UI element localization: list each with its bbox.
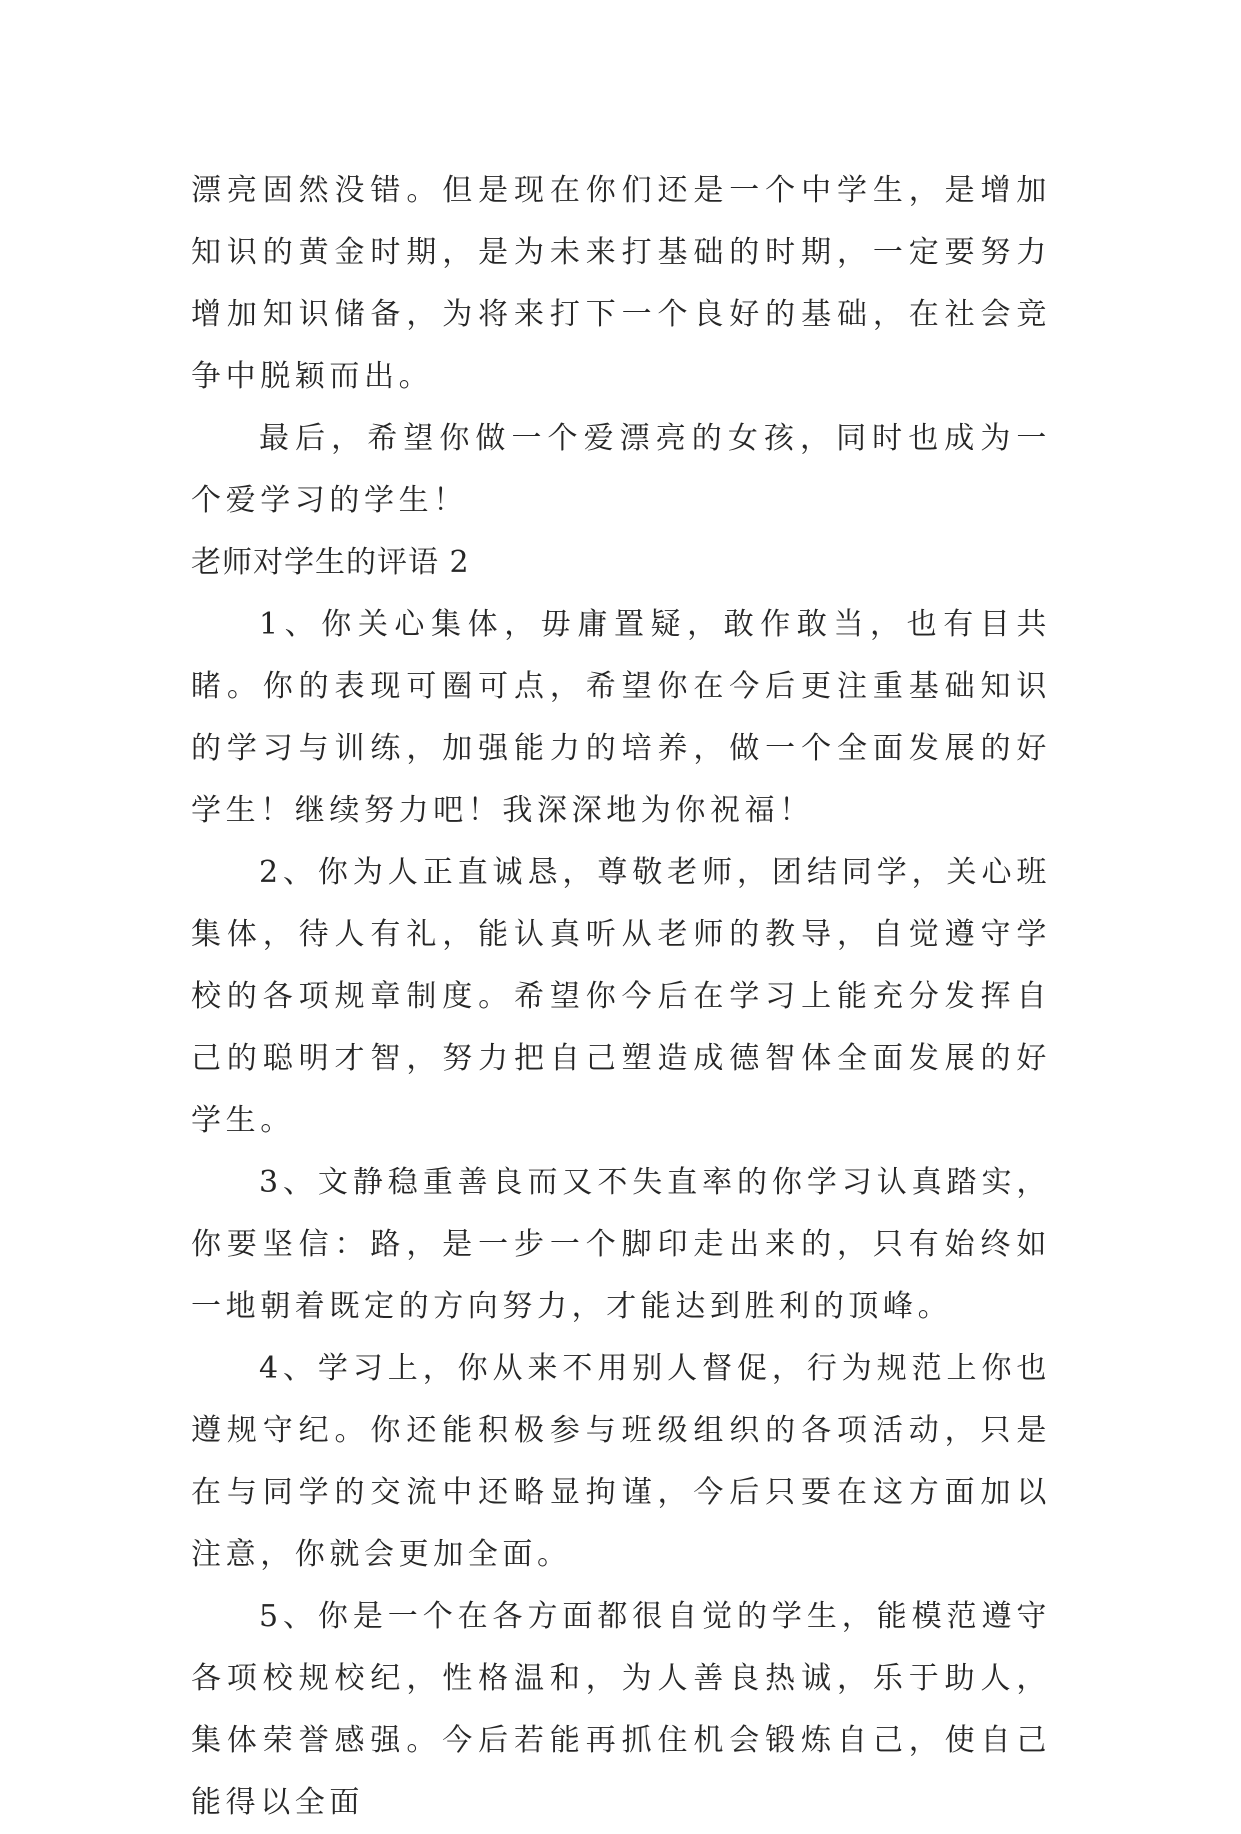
paragraph-continuation: 漂亮固然没错。但是现在你们还是一个中学生，是增加知识的黄金时期，是为未来打基础的时期，一定要努力增加知识储备，为将来打下一个良好的基础，在社会竞争中脱颖而出。: [191, 173, 1051, 394]
comment-paragraph-2: 2、你为人正直诚恳，尊敬老师，团结同学，关心班集体，待人有礼，能认真听从老师的教导，自觉遵守学校的各项规章制度。希望你今后在学习上能充分发挥自己的聪明才智，努力把自己塑造成德智体全面发展的好学生。: [191, 855, 1051, 1138]
section-title: 老师对学生的评语 2: [191, 545, 470, 580]
comment-paragraph-5: 5、你是一个在各方面都很自觉的学生，能模范遵守各项校规校纪，性格温和，为人善良热诚，乐于助人，集体荣誉感强。今后若能再抓住机会锻炼自己，使自己能得以全面: [191, 1599, 1051, 1820]
comment-paragraph-4: 4、学习上，你从来不用别人督促，行为规范上你也遵规守纪。你还能积极参与班级组织的各项活动，只是在与同学的交流中还略显拘谨，今后只要在这方面加以注意，你就会更加全面。: [191, 1351, 1051, 1572]
comment-paragraph-3: 3、文静稳重善良而又不失直率的你学习认真踏实，你要坚信：路，是一步一个脚印走出来的，只有始终如一地朝着既定的方向努力，才能达到胜利的顶峰。: [191, 1165, 1051, 1324]
document-body: [191, 160, 1051, 1834]
paragraph-closing: 最后，希望你做一个爱漂亮的女孩，同时也成为一个爱学习的学生！: [191, 421, 1051, 518]
comment-paragraph-1: 1、你关心集体，毋庸置疑，敢作敢当，也有目共睹。你的表现可圈可点，希望你在今后更注重基础知识的学习与训练，加强能力的培养，做一个全面发展的好学生！继续努力吧！我深深地为你祝福！: [191, 607, 1051, 828]
